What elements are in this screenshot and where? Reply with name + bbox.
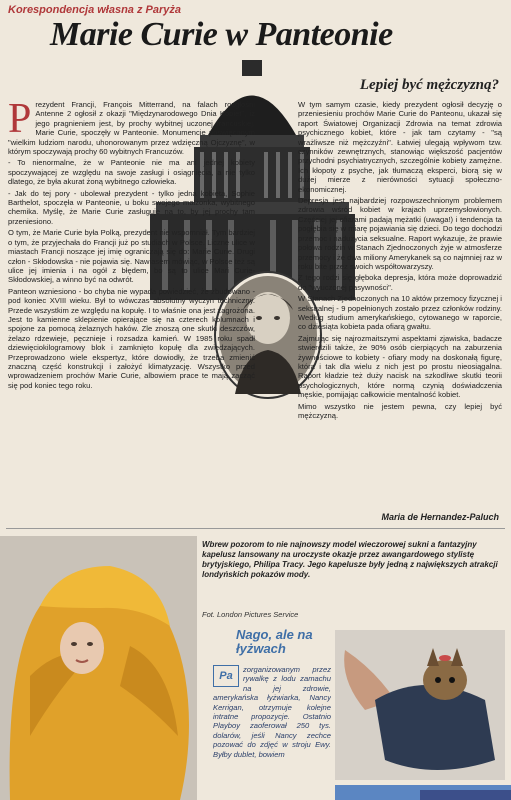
paragraph: Mimo wszystko nie jestem pewna, czy lepiej być mężczyzną. bbox=[298, 401, 502, 420]
paragraph: Panteon wzniesiono - bo chyba nie wypada powiedzieć, że zbudowano - pod koniec XVIII wieku. Był to wówczas absolutny wyczyn techniczny. Przede wszystkim ze względu na kopułę. I to właśnie ona jest zagrożona. Jest to kamienne sklepienie opierające się na czterech kolumnach i spojone za pomocą żelaznych haków. Zle znoszą one skutki deszczów, żelazo rdzewieje, pęcznieje i rozsadza kamień. W 1985 roku spadł dziewięciokilogramowy blok i zamknięto kopułę dla zwiedzających. Przeprowadzono wiele ekspertyz, które dowiodły, że trzeba zmienić znaczną część konstrukcji i założyć klimatyzację. Wszystko przed wprowadzeniem prochów Marie Curie, albowiem prace te mają zacząć się pod koniec tego roku. bbox=[8, 286, 255, 390]
dog-in-bag-photo bbox=[335, 630, 505, 780]
kicker: Korespondencja własna z Paryża bbox=[8, 4, 182, 16]
dropcap-box: Pa bbox=[213, 665, 239, 687]
photo-caption: Wbrew pozorom to nie najnowszy model wieczorowej sukni a fantazyjny kapelusz lansowany na uroczyste okazje przez awangardowego stylistę brytyjskiego, Philipa Tracy. Jego kapelusze były jedną z największych atrakcji londyńskich pokazów mody. bbox=[202, 540, 498, 579]
paragraph: Z tego rodzi się głęboka depresja, która może doprowadzić do "wyuczonej pasywności". bbox=[298, 273, 502, 292]
paragraph: Zajmując się najrozmaitszymi aspektami zjawiska, badacze stwierdzili także, że 90% osób cierpiących na zaburzenia żywnościowe to kobiety - ofiary mody na doskonałą figurę, która i tak dla wielu z nich jest po prostu nieosiągalna. Raport kładzie też duży nacisk na szkodliwe skutki teorii psychologicznych, które normą czynią doświadczenia męskie, pomijając całkowicie mentalność kobiet. bbox=[298, 333, 502, 400]
photo-credit: Fot. London Pictures Service bbox=[202, 610, 299, 619]
paragraph: W tym samym czasie, kiedy prezydent ogłosił decyzję o przeniesieniu prochów Marie Curie do Panteonu, ukazał się raport Światowej Organizacji Zdrowia na temat zdrowia psychicznego kobiet, które - jak tam czytamy - "są wrażliwsze niż mężczyźni". Łatwiej ulegają wpływom tzw. czynników zewnętrznych, stanowiąc większość pacjentów przychodni psychiatrycznych, szczególnie kobiety zamężne. Ich kłopoty z psyche, jak tłumaczą eksperci, biorą się w dużej mierze z nierówności sytuacji społeczno-ekonomicznej. bbox=[298, 100, 502, 194]
subtitle: Lepiej być mężczyzną? bbox=[359, 77, 499, 93]
byline: Maria de Hernandez-Paluch bbox=[381, 512, 499, 522]
sidebar-paragraph: zorganizowanym przez rywalkę z lodu zamachu na jej zdrowie, amerykańska łyżwiarka, Nancy Kerrigan, otrzymuje kolejne intratne propozycje. Ostatnio Playboy zaoferował 250 tys. dolarów, jeśli Nancy zechce pozować do zdjęć w stroju Ewy. Byłby dublet, bowiem bbox=[213, 665, 331, 759]
paragraph: O tym, że Marie Curie była Polką, prezydent nie wspomniał. Tym bardziej o tym, że przyjechała do Francji już po studiach w Polsce. Liczne ulice w miastach Francji noszące jej imię ograniczają się do: Marie Curie. Drugi człon - Skłodowska - nie pojawia się. Nawiasem mówiąc, w Polsce też są ulice jej imienia i na ogół z błędem, bo są to ulice Mari Curie-Skłodowskiej, a winno być na odwrót. bbox=[8, 228, 255, 285]
dropcap: P bbox=[8, 100, 32, 142]
sidebar-title: Nago, ale na łyżwach bbox=[236, 627, 313, 656]
article-column-right bbox=[298, 100, 502, 512]
paragraph: - Jak do tej pory - ubolewał prezydent - tylko jedna kobieta, Sophie Barthelot, spoczęła w Panteonie, u boku swojego małżonka, wybitnego chemika. Myślę, że Marie Curie zasługuje na to, by jej prochy tam przeniesiono. bbox=[8, 188, 255, 226]
paragraph: - To nienormalne, że w Panteonie nie ma ani jednej kobiety spoczywającej ze względu na swoje zasługi i osiągnięcia, a nie tylko dlatego, że była akurat żoną wybitnego człowieka. bbox=[8, 158, 255, 187]
paragraph: rezydent Francji, François Mitterrand, na falach rozgłośni Antenne 2 ogłosił z okazji "Międzynarodowego Dnia Kobiet", iż jego pragnieniem jest, by prochy wybitnej uczonej francuskiej, Marie Curie, spoczęły w Panteonie. Monumencie poświęconym "wielkim ludziom narodu, uhonorowanym przez wdzięczną Ojczyznę", w którym spoczywają prochy 60 wybitnych Francuzów. bbox=[8, 100, 255, 157]
article-column-left bbox=[8, 100, 255, 520]
bottom-color-strip-dark bbox=[420, 790, 511, 800]
fashion-hat-photo bbox=[0, 536, 197, 800]
paragraph: W Stanach Zjednoczonych na 10 aktów przemocy fizycznej i seksualnej - 9 popełnionych zostało przez członków rodziny. Według studium amerykańskiego, cytowanego w raporcie, co dziesiąta kobieta pada ofiarą gwałtu. bbox=[298, 294, 502, 332]
page-title: Marie Curie w Panteonie bbox=[50, 16, 393, 53]
paragraph: Depresja jest najbardziej rozpowszechnionym problemem zdrowia wśród kobiet w krajach uprzemysłowionych. Częściej jej ofiarami padają mężatki (uwaga!) i tendencja ta pogłębia się w miarę pojawiania się dzieci. Do tego dochodzi przemoc i nadużycia seksualne. Raport wykazuje, że prawie połowa rodzin w Stanach Zjednoczonych żyje w atmosferze przemocy i że dwa miliony Amerykanek są co najmniej raz w roku bite przez swoich współtowarzyszy. bbox=[298, 196, 502, 271]
sidebar-text bbox=[213, 665, 331, 800]
divider bbox=[6, 528, 505, 529]
